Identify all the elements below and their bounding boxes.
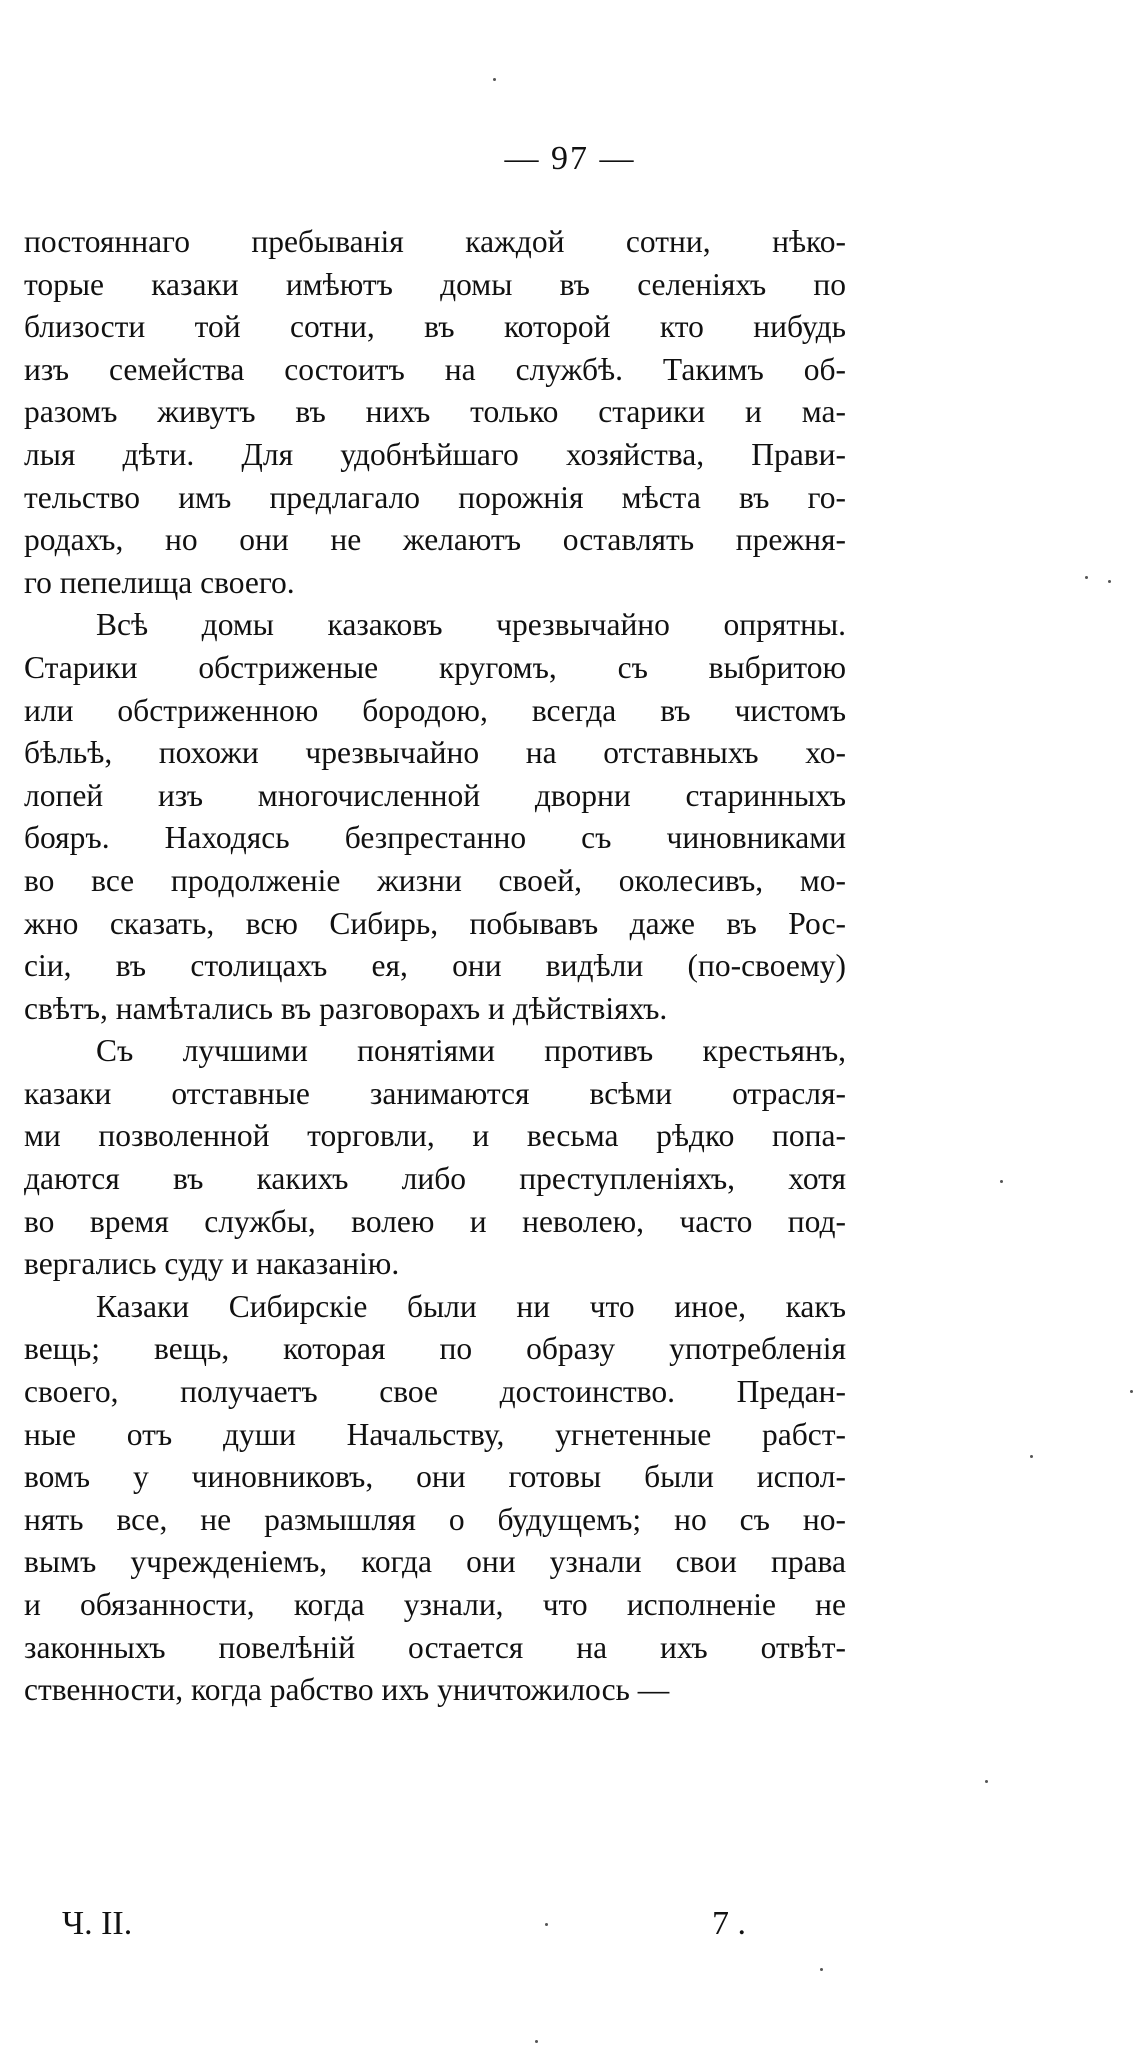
text-line: законныхъ повелѣній остается на ихъ отвѣт- (24, 1629, 846, 1665)
text-line: бѣльѣ, похожи чрезвычайно на отставныхъ хо- (24, 735, 846, 771)
text-line: казаки отставные занимаются всѣми отрасля- (24, 1075, 846, 1111)
text-line: свѣтъ, намѣтались въ разговорахъ и дѣйствіяхъ. (24, 990, 668, 1026)
text-line: вергались суду и наказанію. (24, 1246, 400, 1282)
scan-speck (545, 1923, 548, 1926)
text-line: нять все, не размышляя о будущемъ; но съ но- (24, 1501, 846, 1537)
text-line: Съ лучшими понятіями противъ крестьянъ, (96, 1033, 846, 1069)
scan-speck (820, 1968, 823, 1971)
text-line: тельство имъ предлагало порожнія мѣста въ го- (24, 479, 846, 515)
text-line: постояннаго пребыванія каждой сотни, нѣко- (24, 224, 846, 259)
paragraph (24, 1286, 846, 1712)
sheet-number: 7 . (712, 1905, 746, 1942)
text-line: Старики обстриженые кругомъ, съ выбритою (24, 649, 846, 685)
text-line: сіи, въ столицахъ ея, они видѣли (по-своему) (24, 948, 846, 984)
text-line: бояръ. Находясь безпрестанно съ чиновниками (24, 820, 846, 856)
text-line: торые казаки имѣютъ домы въ селеніяхъ по (24, 266, 846, 302)
text-line: или обстриженною бородою, всегда въ чистомъ (24, 692, 846, 728)
body-text (24, 221, 846, 1712)
scan-speck (535, 2040, 538, 2043)
text-line: во все продолженіе жизни своей, околесивъ, мо- (24, 862, 846, 898)
scan-speck (1000, 1180, 1003, 1183)
scan-speck (1108, 580, 1111, 583)
scan-speck (1030, 1455, 1033, 1458)
text-line: даются въ какихъ либо преступленіяхъ, хотя (24, 1161, 846, 1197)
signature-mark: Ч. II. (62, 1905, 133, 1942)
text-line: во время службы, волею и неволею, часто под- (24, 1203, 846, 1239)
text-line: лопей изъ многочисленной дворни старинныхъ (24, 777, 846, 813)
text-line: вымъ учрежденіемъ, когда они узнали свои права (24, 1544, 846, 1580)
page-footer (0, 1905, 1140, 1955)
paragraph (24, 604, 846, 1030)
paragraph (24, 1030, 846, 1286)
text-line: разомъ живутъ въ нихъ только старики и ма- (24, 394, 846, 430)
page-number: — 97 — (504, 140, 636, 177)
text-line: Казаки Сибирскіе были ни что иное, какъ (96, 1288, 846, 1324)
text-line: ми позволенной торговли, и весьма рѣдко попа- (24, 1118, 846, 1154)
paragraph (24, 221, 846, 604)
text-line: ные отъ души Начальству, угнетенные рабст- (24, 1416, 846, 1452)
text-line: и обязанности, когда узнали, что исполненіе не (24, 1587, 846, 1622)
text-line: изъ семейства состоитъ на службѣ. Такимъ об- (24, 351, 846, 387)
text-line: вещь; вещь, которая по образу употребленія (24, 1331, 846, 1367)
scan-speck (493, 78, 496, 81)
text-line: Всѣ домы казаковъ чрезвычайно опрятны. (96, 607, 846, 643)
text-line: ственности, когда рабство ихъ уничтожилось — (24, 1672, 670, 1708)
text-line: своего, получаетъ свое достоинство. Предан- (24, 1374, 846, 1410)
text-line: лыя дѣти. Для удобнѣйшаго хозяйства, Прави- (24, 436, 846, 472)
text-line: близости той сотни, въ которой кто нибудь (24, 309, 846, 345)
scan-speck (985, 1780, 988, 1783)
text-line: го пепелища своего. (24, 564, 295, 600)
text-line: вомъ у чиновниковъ, они готовы были испол- (24, 1459, 846, 1495)
scan-speck (1085, 576, 1088, 579)
scan-speck (1130, 1390, 1133, 1393)
text-line: жно сказать, всю Сибирь, побывавъ даже въ Рос- (24, 905, 846, 941)
text-line: родахъ, но они не желаютъ оставлять прежня- (24, 522, 846, 558)
